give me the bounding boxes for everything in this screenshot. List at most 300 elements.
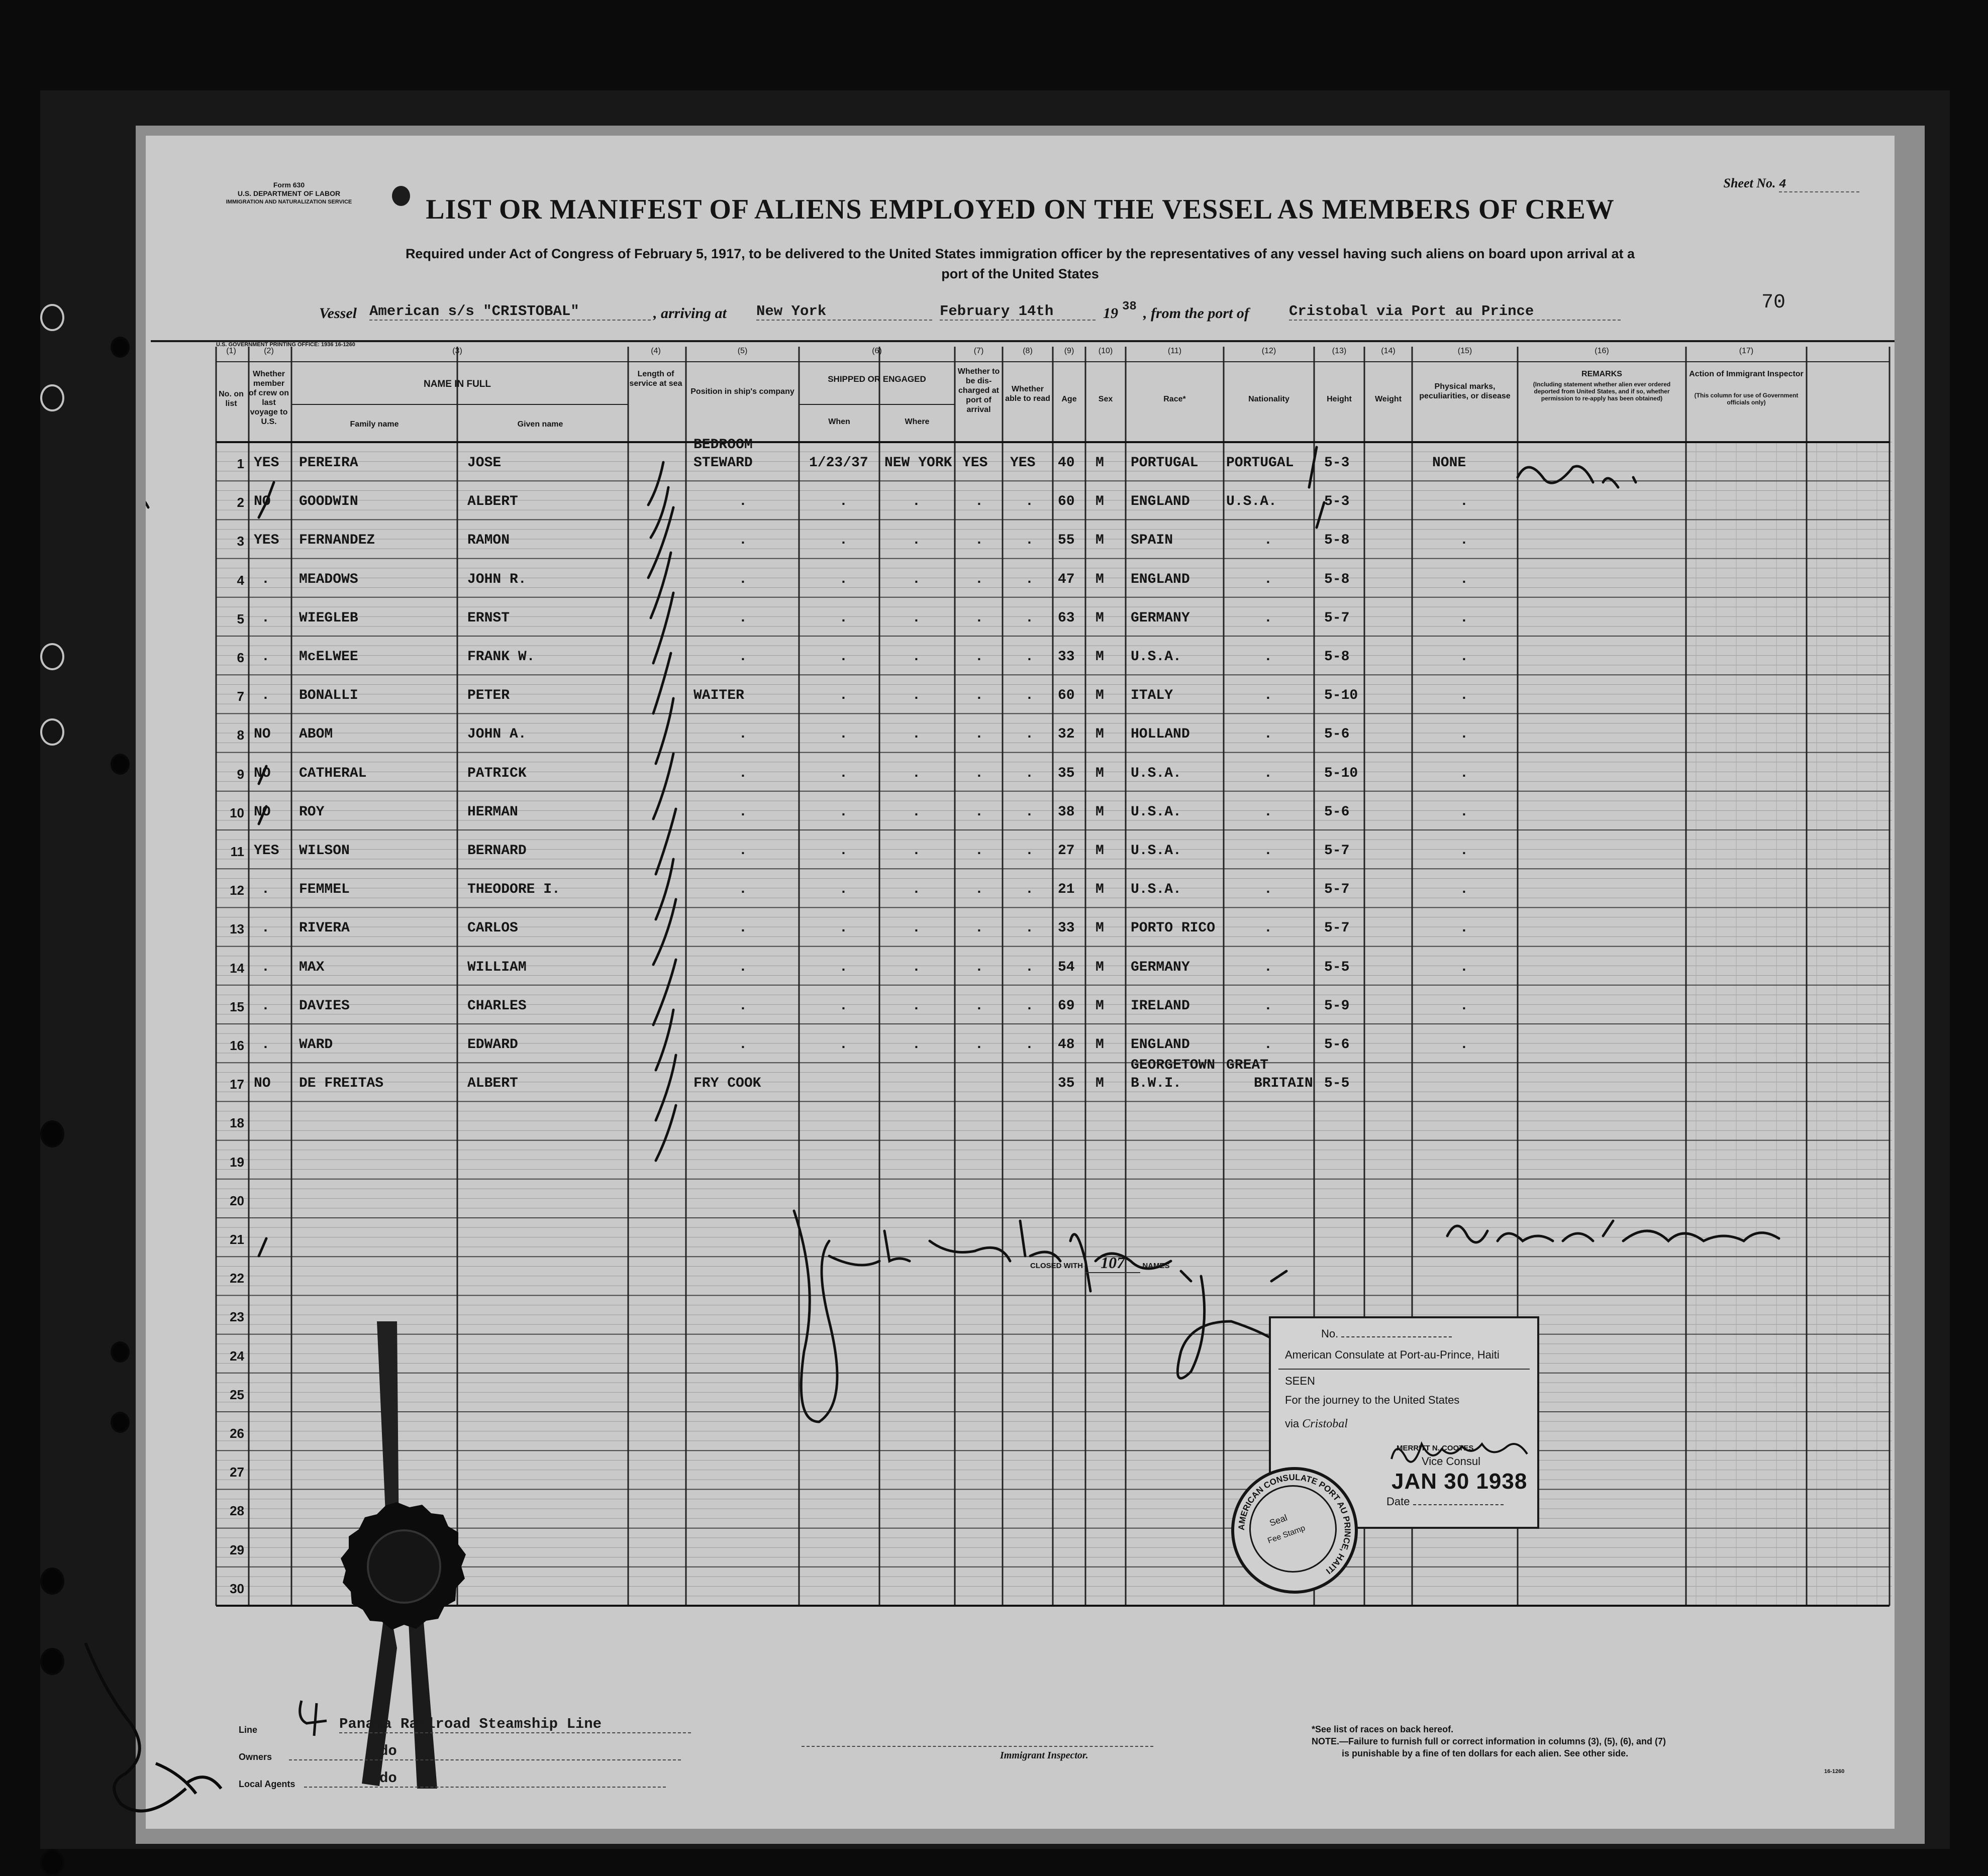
pos-cell: . (739, 571, 747, 587)
page-title: LIST OR MANIFEST OF ALIENS EMPLOYED ON THE VESSEL AS MEMBERS OF CREW (426, 194, 1615, 225)
family-cell: McELWEE (299, 649, 358, 665)
row-number: 16 (230, 1038, 244, 1053)
arriving-port: New York (756, 303, 932, 321)
race-cell: U.S.A. (1131, 649, 1181, 665)
height-cell: 5-8 (1324, 649, 1350, 665)
when-cell: . (839, 688, 848, 704)
last-cell: . (261, 1037, 270, 1053)
stamp-date: JAN 30 1938 (1391, 1469, 1528, 1494)
line-value: Panama Railroad Steamship Line (339, 1716, 691, 1733)
race-cell: ENGLAND (1131, 1037, 1190, 1053)
pos-cell: . (739, 998, 747, 1014)
fine-note-1: NOTE.—Failure to furnish full or correct information in columns (3), (5), (6), and (7) (1312, 1736, 1666, 1746)
disc-cell: . (975, 843, 983, 859)
empty-row-number: 30 (230, 1581, 244, 1596)
header-race: Race* (1163, 395, 1186, 403)
where-cell: . (912, 998, 921, 1014)
when-cell: . (839, 571, 848, 587)
given-cell: JOHN A. (467, 726, 527, 743)
race-cell: PORTUGAL (1131, 455, 1199, 471)
read-cell: . (1025, 610, 1034, 626)
closed-with-label: CLOSED WITH (1030, 1262, 1083, 1270)
read-cell: . (1025, 882, 1034, 898)
pos-cell: . (739, 1037, 747, 1053)
marks-cell: . (1460, 920, 1468, 936)
family-cell: WIEGLEB (299, 610, 358, 626)
header-able-to-read: Whether able to read (1005, 385, 1050, 403)
header-name-in-full: NAME IN FULL (423, 379, 491, 389)
where-cell: . (912, 959, 921, 975)
family-cell: PEREIRA (299, 455, 358, 471)
stamp-divider (1278, 1369, 1530, 1370)
marks-cell: . (1460, 1037, 1468, 1053)
race-cell: SPAIN (1131, 533, 1173, 549)
nat-cell: GREAT (1226, 1058, 1269, 1074)
read-cell: . (1025, 998, 1034, 1014)
stamp-via-value: Cristobal (1302, 1417, 1348, 1430)
race-cell: U.S.A. (1131, 882, 1181, 898)
sex-cell: M (1096, 533, 1104, 549)
service-name: IMMIGRATION AND NATURALIZATION SERVICE (226, 199, 352, 205)
marks-cell: . (1460, 843, 1468, 859)
given-cell: WILLIAM (467, 959, 527, 975)
empty-row-number: 27 (230, 1465, 244, 1480)
manifest-sheet (146, 136, 1895, 1829)
last-cell: YES (254, 533, 279, 549)
vice-consul-signature (1386, 1429, 1537, 1474)
age-cell: 55 (1058, 533, 1075, 549)
race-cell: GEORGETOWN (1131, 1058, 1216, 1074)
given-cell: EDWARD (467, 1037, 518, 1053)
subtitle-line-2: port of the United States (941, 266, 1099, 281)
when-cell: . (839, 843, 848, 859)
sex-cell: M (1096, 494, 1104, 510)
age-cell: 40 (1058, 455, 1075, 471)
nat-cell: U.S.A. (1226, 494, 1277, 510)
when-cell: 1/23/37 (809, 455, 868, 471)
race-cell: B.W.I. (1131, 1076, 1181, 1092)
pos-cell: . (739, 726, 747, 743)
race-cell: IRELAND (1131, 998, 1190, 1014)
punch-hole (40, 384, 64, 411)
sex-cell: M (1096, 649, 1104, 665)
nat-cell: . (1264, 765, 1272, 781)
disc-cell: . (975, 688, 983, 704)
read-cell: . (1025, 533, 1034, 549)
marks-cell: NONE (1432, 455, 1466, 471)
stamp-consulate-name: American Consulate at Port-au-Prince, Haiti (1285, 1348, 1500, 1361)
age-cell: 63 (1058, 610, 1075, 626)
family-cell: FERNANDEZ (299, 533, 375, 549)
footer-notes (1312, 1723, 1874, 1759)
closed-with-line (1030, 1254, 1170, 1273)
height-cell: 5-6 (1324, 726, 1350, 743)
height-cell: 5-8 (1324, 533, 1350, 549)
disc-cell: . (975, 649, 983, 665)
department-name: U.S. DEPARTMENT OF LABOR (237, 189, 341, 197)
column-number: (5) (737, 347, 748, 355)
seal-inner-label: Seal (1268, 1512, 1289, 1528)
header-last-voyage: Whether member of crew on last voyage to U.S. (249, 370, 289, 426)
age-cell: 21 (1058, 882, 1075, 898)
races-note: *See list of races on back hereof. (1312, 1724, 1454, 1734)
where-cell: . (912, 726, 921, 743)
height-cell: 5-5 (1324, 1076, 1350, 1092)
column-number: (6) (872, 347, 882, 355)
closed-names-label: NAMES (1142, 1262, 1170, 1270)
tick-marks (653, 899, 676, 1161)
nat-cell: . (1264, 804, 1272, 820)
sex-cell: M (1096, 843, 1104, 859)
stamp-no-label: No. (1321, 1327, 1339, 1340)
age-cell: 47 (1058, 571, 1075, 587)
fee-stamp-label: Fee Stamp (1266, 1524, 1307, 1545)
row-number: 5 (237, 611, 244, 627)
vessel-label: Vessel (319, 305, 357, 322)
pos-cell: . (739, 610, 747, 626)
height-cell: 5-7 (1324, 882, 1350, 898)
family-cell: WARD (299, 1037, 333, 1053)
race-cell: GERMANY (1131, 959, 1190, 975)
given-cell: JOHN R. (467, 571, 527, 587)
last-cell: . (261, 998, 270, 1014)
age-cell: 27 (1058, 843, 1075, 859)
where-cell: . (912, 920, 921, 936)
when-cell: . (839, 610, 848, 626)
marks-cell: . (1460, 688, 1468, 704)
marks-cell: . (1460, 649, 1468, 665)
nat-cell: . (1264, 1037, 1272, 1053)
consular-seal (1231, 1467, 1358, 1594)
when-cell: . (839, 959, 848, 975)
line-handwritten-mark (291, 1698, 342, 1738)
read-cell: . (1025, 959, 1034, 975)
closed-count: 107 (1085, 1254, 1140, 1273)
family-cell: BONALLI (299, 688, 358, 704)
age-cell: 33 (1058, 920, 1075, 936)
read-cell: . (1025, 1037, 1034, 1053)
where-cell: NEW YORK (884, 455, 952, 471)
race-cell: ENGLAND (1131, 571, 1190, 587)
empty-row-number: 18 (230, 1115, 244, 1131)
header-position: Position in ship's company (690, 387, 794, 396)
family-cell: MAX (299, 959, 325, 975)
last-cell: NO (254, 765, 271, 781)
row-number: 14 (230, 960, 244, 976)
age-cell: 69 (1058, 998, 1075, 1014)
given-cell: CARLOS (467, 920, 518, 936)
nat-cell: . (1264, 688, 1272, 704)
race-cell: GERMANY (1131, 610, 1190, 626)
nat-cell: BRITAIN (1254, 1076, 1313, 1092)
arriving-label: , arriving at (653, 305, 727, 322)
header-sex: Sex (1098, 395, 1113, 403)
sheet-number: 4 (1779, 178, 1859, 192)
punch-hole (40, 718, 64, 746)
stamp-via-label: via (1285, 1417, 1300, 1430)
marks-cell: . (1460, 726, 1468, 743)
pos-cell: WAITER (693, 688, 744, 704)
height-cell: 5-7 (1324, 610, 1350, 626)
header-list-number: No. on list (219, 390, 244, 408)
when-cell: . (839, 998, 848, 1014)
disc-cell: . (975, 494, 983, 510)
header-where: Where (905, 418, 930, 426)
sex-cell: M (1096, 920, 1104, 936)
column-number: (17) (1739, 347, 1754, 355)
disc-cell: . (975, 571, 983, 587)
stamp-signer-title: Vice Consul (1422, 1455, 1480, 1468)
stamp-seen: SEEN (1285, 1375, 1315, 1387)
disc-cell: YES (962, 455, 988, 471)
header-when: When (828, 418, 850, 426)
header-inspector-note: (This column for use of Government officials only) (1694, 392, 1799, 406)
sex-cell: M (1096, 610, 1104, 626)
height-cell: 5-7 (1324, 843, 1350, 859)
stamp-signer: MERRITT N. COOTES (1397, 1444, 1474, 1452)
sheet-label: Sheet No. (1723, 176, 1776, 190)
from-port-label: , from the port of (1143, 305, 1249, 322)
nat-cell: . (1264, 959, 1272, 975)
height-cell: 5-7 (1324, 920, 1350, 936)
nat-cell: . (1264, 533, 1272, 549)
given-cell: CHARLES (467, 998, 527, 1014)
given-cell: FRANK W. (467, 649, 535, 665)
family-cell: GOODWIN (299, 494, 358, 510)
nat-cell: . (1264, 998, 1272, 1014)
inspector-label: Immigrant Inspector. (1000, 1750, 1088, 1761)
read-cell: . (1025, 571, 1034, 587)
empty-row-number: 25 (230, 1387, 244, 1402)
nat-cell: . (1264, 920, 1272, 936)
read-cell: . (1025, 726, 1034, 743)
row-number: 17 (230, 1077, 244, 1092)
header-discharged: Whether to be dis-charged at port of arrival (957, 367, 1000, 414)
nat-cell: PORTUGAL (1226, 455, 1294, 471)
stamp-date-field (1386, 1495, 1504, 1508)
last-cell: YES (254, 455, 279, 471)
family-cell: FEMMEL (299, 882, 350, 898)
stamp-via-field (1285, 1417, 1348, 1431)
sex-cell: M (1096, 571, 1104, 587)
family-cell: CATHERAL (299, 765, 367, 781)
punch-hole (111, 337, 130, 358)
given-cell: RAMON (467, 533, 510, 549)
column-number: (2) (264, 347, 274, 355)
given-cell: BERNARD (467, 843, 527, 859)
age-cell: 54 (1058, 959, 1075, 975)
age-cell: 35 (1058, 1076, 1075, 1092)
when-cell: . (839, 765, 848, 781)
svg-text:AMERICAN CONSULATE PORT AU PR (1237, 1473, 1352, 1576)
read-cell: . (1025, 649, 1034, 665)
header-length-of-service: Length of service at sea (629, 370, 682, 388)
when-cell: . (839, 494, 848, 510)
disc-cell: . (975, 882, 983, 898)
row-number: 15 (230, 999, 244, 1014)
marks-cell: . (1460, 533, 1468, 549)
column-number: (8) (1023, 347, 1033, 355)
height-cell: 5-9 (1324, 998, 1350, 1014)
vessel-name: American s/s "CRISTOBAL" (369, 303, 651, 321)
last-cell: . (261, 688, 270, 704)
family-cell: DE FREITAS (299, 1076, 384, 1092)
nat-cell: . (1264, 882, 1272, 898)
disc-cell: . (975, 610, 983, 626)
marks-cell: . (1460, 610, 1468, 626)
owners-label: Owners (239, 1752, 272, 1762)
pos-cell: . (739, 649, 747, 665)
age-cell: 32 (1058, 726, 1075, 743)
printing-office: U.S. GOVERNMENT PRINTING OFFICE: 1936 16-1260 (216, 342, 355, 348)
marks-cell: . (1460, 571, 1468, 587)
marks-cell: . (1460, 804, 1468, 820)
given-cell: ALBERT (467, 1076, 518, 1092)
punch-hole (40, 304, 64, 331)
pos-cell: . (739, 804, 747, 820)
family-cell: ROY (299, 804, 325, 820)
remark-scribble-1 (1518, 466, 1636, 487)
no-ticks (259, 482, 274, 1256)
sex-cell: M (1096, 1076, 1104, 1092)
read-cell: YES (1010, 455, 1036, 471)
last-cell: NO (254, 494, 271, 510)
column-number: (11) (1167, 347, 1182, 355)
last-cell: YES (254, 843, 279, 859)
marks-cell: . (1460, 998, 1468, 1014)
last-cell: . (261, 571, 270, 587)
height-cell: 5-6 (1324, 804, 1350, 820)
owners-value: do (289, 1743, 681, 1760)
header-shipped-or-engaged: SHIPPED OR ENGAGED (828, 374, 926, 384)
where-cell: . (912, 688, 921, 704)
year-suffix: 38 (1122, 300, 1137, 314)
disc-cell: . (975, 959, 983, 975)
age-cell: 60 (1058, 688, 1075, 704)
punch-hole (111, 1341, 130, 1363)
read-cell: . (1025, 765, 1034, 781)
height-cell: 5-5 (1324, 959, 1350, 975)
disc-cell: . (975, 920, 983, 936)
disc-cell: . (975, 533, 983, 549)
from-port: Cristobal via Port au Prince (1289, 303, 1621, 321)
pos-cell: . (739, 533, 747, 549)
pos-cell: . (739, 882, 747, 898)
nationality-ticks (1309, 447, 1324, 528)
family-cell: MEADOWS (299, 571, 358, 587)
tick-marks (648, 462, 673, 663)
race-cell: ENGLAND (1131, 494, 1190, 510)
when-cell: . (839, 533, 848, 549)
read-cell: . (1025, 920, 1034, 936)
nat-cell: . (1264, 571, 1272, 587)
age-cell: 38 (1058, 804, 1075, 820)
last-cell: . (261, 920, 270, 936)
age-cell: 60 (1058, 494, 1075, 510)
last-cell: NO (254, 726, 271, 743)
header-remarks: REMARKS (1581, 370, 1622, 378)
fine-note-2: is punishable by a fine of ten dollars for each alien. See other side. (1342, 1748, 1629, 1758)
form-code: 16-1260 (1824, 1768, 1845, 1775)
header-weight: Weight (1374, 395, 1402, 403)
year-prefix: 19 (1103, 305, 1118, 322)
sex-cell: M (1096, 688, 1104, 704)
agents-label: Local Agents (239, 1779, 295, 1789)
header-nationality: Nationality (1248, 395, 1289, 403)
race-cell: ITALY (1131, 688, 1173, 704)
given-cell: PETER (467, 688, 510, 704)
row-number: 9 (237, 766, 244, 782)
row-number: 1 (237, 456, 244, 471)
read-cell: . (1025, 688, 1034, 704)
column-number: (3) (452, 347, 462, 355)
where-cell: . (912, 649, 921, 665)
height-cell: 5-8 (1324, 571, 1350, 587)
disc-cell: . (975, 765, 983, 781)
position-cell: STEWARD (693, 455, 753, 471)
family-cell: DAVIES (299, 998, 350, 1014)
height-cell: 5-3 (1324, 455, 1350, 471)
agents-value: do (304, 1770, 666, 1788)
when-cell: . (839, 882, 848, 898)
when-cell: . (839, 1037, 848, 1053)
column-number: (9) (1064, 347, 1074, 355)
row-number: 4 (237, 572, 244, 588)
line-label: Line (239, 1725, 258, 1735)
given-cell: PATRICK (467, 765, 527, 781)
empty-row-number: 22 (230, 1271, 244, 1286)
stamp-no-field (1321, 1327, 1452, 1340)
family-cell: WILSON (299, 843, 350, 859)
given-cell: ERNST (467, 610, 510, 626)
family-cell: RIVERA (299, 920, 350, 936)
marks-cell: . (1460, 882, 1468, 898)
age-cell: 35 (1058, 765, 1075, 781)
column-number: (12) (1261, 347, 1276, 355)
race-cell: U.S.A. (1131, 765, 1181, 781)
column-number: (13) (1332, 347, 1347, 355)
sex-cell: M (1096, 998, 1104, 1014)
where-cell: . (912, 765, 921, 781)
pos-cell: . (739, 959, 747, 975)
margin-tick (146, 487, 148, 507)
race-cell: PORTO RICO (1131, 920, 1216, 936)
race-cell: U.S.A. (1131, 804, 1181, 820)
arrival-date: February 14th (940, 303, 1096, 321)
where-cell: . (912, 882, 921, 898)
empty-row-number: 24 (230, 1348, 244, 1364)
nat-cell: . (1264, 610, 1272, 626)
age-cell: 48 (1058, 1037, 1075, 1053)
header-inspector-action: Action of Immigrant Inspector (1689, 370, 1804, 378)
last-cell: . (261, 959, 270, 975)
row-number: 6 (237, 650, 244, 665)
when-cell: . (839, 726, 848, 743)
row-number: 11 (230, 844, 244, 859)
given-cell: THEODORE I. (467, 882, 560, 898)
form-number: Form 630 (273, 181, 305, 189)
punch-hole (40, 643, 64, 670)
pos-cell: . (739, 920, 747, 936)
row-number: 2 (237, 495, 244, 510)
empty-row-number: 19 (230, 1154, 244, 1170)
remark-scribble-17 (1447, 1221, 1779, 1242)
header-height: Height (1327, 395, 1352, 403)
disc-cell: . (975, 804, 983, 820)
last-cell: . (261, 882, 270, 898)
read-cell: . (1025, 843, 1034, 859)
punch-hole (111, 1412, 130, 1433)
